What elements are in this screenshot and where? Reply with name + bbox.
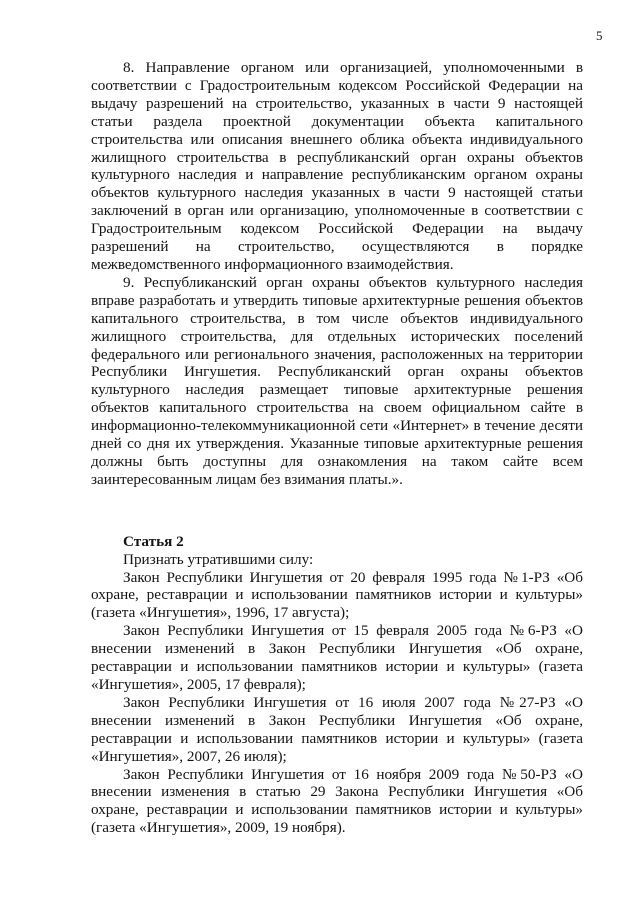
repealed-law-item: Закон Республики Ингушетия от 16 июля 2007 года №27-РЗ «О внесении изменений в Закон Республики Ингушетия «Об охране, реставрации и использовании памятников истории и культуры» (газета «Ингушетия», 2007, 26 июля); [91,693,583,765]
paragraph-8: 8. Направление органом или организацией, уполномоченными в соответствии с Градостроительным кодексом Российской Федерации на выдачу разрешений на строительство, указанных в части 9 настоящей статьи раздела проектной документации объекта капитального строительства или описания внешнего облика объекта индивидуального жилищного строительства в республиканский орган охраны объектов культурного наследия и направление республиканским органом охраны объектов культурного наследия указанных в части 9 настоящей статьи заключений в орган или организацию, уполномоченные в соответствии с Градостроительным кодексом Российской Федерации на выдачу разрешений на строительство, осуществляются в порядке межведомственного информационного взаимодействия. [91,59,583,273]
document-body [91,59,583,837]
article-intro: Признать утратившими силу: [123,550,314,568]
repealed-law-item: Закон Республики Ингушетия от 20 февраля 1995 года №1-РЗ «Об охране, реставрации и использовании памятников истории и культуры» (газета «Ингушетия», 1996, 17 августа); [91,568,583,622]
page-number: 5 [596,28,603,43]
repealed-laws-list [91,569,583,838]
repealed-law-item: Закон Республики Ингушетия от 16 ноября 2009 года №50-РЗ «О внесении изменения в статью 29 Закона Республики Ингушетия «Об охране, реставрации и использовании памятников истории и культуры» (газета «Ингушетия», 2009, 19 ноября). [91,765,583,837]
article-heading: Статья 2 [123,532,184,550]
paragraph-9: 9. Республиканский орган охраны объектов культурного наследия вправе разработать и утвердить типовые архитектурные решения объектов капитального строительства, в том числе объектов индивидуального жилищного строительства, для отдельных исторических поселений федерального или регионального значения, расположенных на территории Республики Ингушетия. Республиканский орган охраны объектов культурного наследия размещает типовые архитектурные решения объектов капитального строительства на своем официальном сайте в информационно-телекоммуникационной сети «Интернет» в течение десяти дней со дня их утверждения. Указанные типовые архитектурные решения должны быть доступны для ознакомления на таком сайте всем заинтересованным лицам без взимания платы.». [91,273,583,488]
repealed-law-item: Закон Республики Ингушетия от 15 февраля 2005 года №6-РЗ «О внесении изменений в Закон Республики Ингушетия «Об охране, реставрации и использовании памятников истории и культуры» (газета «Ингушетия», 2005, 17 февраля); [91,622,583,693]
